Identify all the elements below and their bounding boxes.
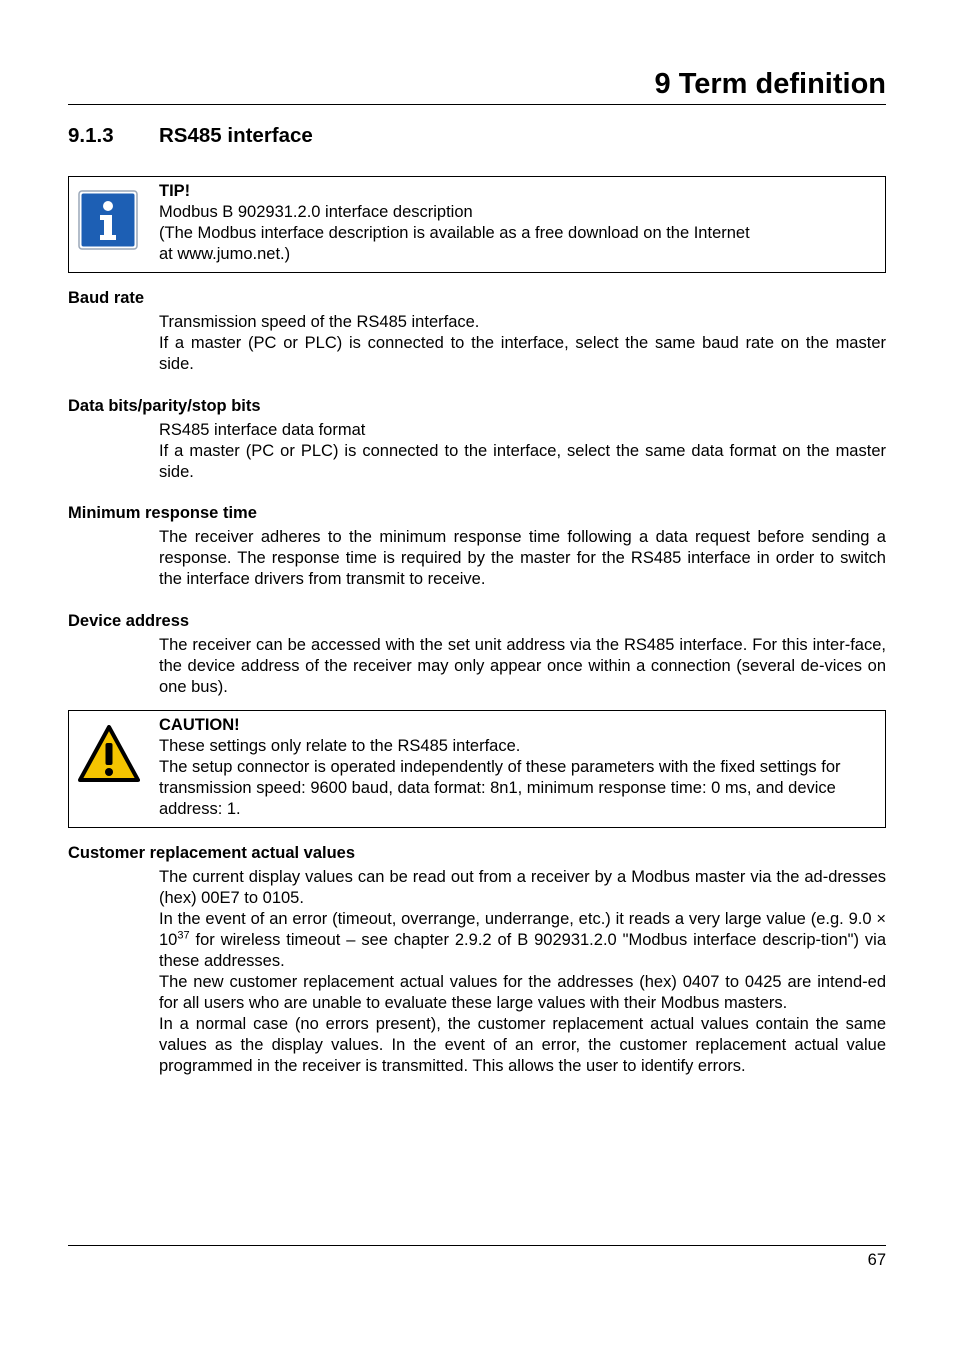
tip-line-1: Modbus B 902931.2.0 interface description <box>159 203 473 221</box>
customer-replacement-p2-before: In the event of an error (timeout, overrange, underrange, etc.) it reads a very large value (e.g. 9.0 × 10 <box>159 910 886 949</box>
baud-rate-description <box>159 312 886 375</box>
tip-box <box>68 176 886 273</box>
baud-rate-p1: Transmission speed of the RS485 interface. <box>159 313 480 331</box>
info-icon <box>78 190 138 255</box>
header-divider <box>68 104 886 105</box>
data-bits-p1: RS485 interface data format <box>159 421 366 439</box>
caution-box <box>68 710 886 828</box>
caution-line-2: The setup connector is operated independently of these parameters with the fixed settings for transmission speed: 9600 baud, data format: 8n1, minimum response time: 0 ms, and device address: 1. <box>159 758 841 818</box>
customer-replacement-heading: Customer replacement actual values <box>68 844 356 862</box>
customer-replacement-description <box>159 867 886 1077</box>
tip-heading: TIP! <box>159 182 191 200</box>
caution-content <box>159 715 877 820</box>
data-bits-p2: If a master (PC or PLC) is connected to the interface, select the same data format on the master side. <box>159 442 886 481</box>
page-number: 67 <box>867 1251 886 1269</box>
tip-line-3: at www.jumo.net.) <box>159 245 291 263</box>
data-bits-heading: Data bits/parity/stop bits <box>68 397 261 415</box>
customer-replacement-p1: The current display values can be read out from a receiver by a Modbus master via the ad-dresses (hex) 00E7 to 0105. <box>159 868 886 907</box>
section-title-text: RS485 interface <box>159 124 313 147</box>
customer-replacement-p2-exponent: 37 <box>177 929 190 942</box>
warning-icon <box>78 725 140 788</box>
caution-heading: CAUTION! <box>159 716 240 734</box>
section-title <box>68 123 313 149</box>
customer-replacement-p4: In a normal case (no errors present), the customer replacement actual values contain the same values as the display values. In the event of an error, the customer replacement actual value programmed in the receiver is transmitted. This allows the user to identify errors. <box>159 1015 886 1075</box>
chapter-title: 9 Term definition <box>654 68 886 100</box>
device-address-heading: Device address <box>68 612 190 630</box>
footer-divider <box>68 1245 886 1246</box>
section-number: 9.1.3 <box>68 124 114 147</box>
tip-line-2: (The Modbus interface description is available as a free download on the Internet <box>159 224 750 242</box>
baud-rate-heading: Baud rate <box>68 289 145 307</box>
device-address-description <box>159 635 886 698</box>
customer-replacement-p3: The new customer replacement actual values for the addresses (hex) 0407 to 0425 are intend-ed for all users who are unable to evaluate these large values with their Modbus masters. <box>159 973 886 1012</box>
customer-replacement-p2-after: for wireless timeout – see chapter 2.9.2 of B 902931.2.0 "Modbus interface descrip-tion") via these addresses. <box>159 931 886 970</box>
min-response-heading: Minimum response time <box>68 504 257 522</box>
min-response-description <box>159 527 886 590</box>
min-response-p1: The receiver adheres to the minimum response time following a data request before sending a response. The response time is required by the master for the RS485 interface in order to switch the interface drivers from transmit to receive. <box>159 528 886 588</box>
customer-replacement-p2 <box>159 909 886 972</box>
device-address-p1: The receiver can be accessed with the set unit address via the RS485 interface. For this inter-face, the device address of the receiver may only appear once within a connection (several de-vices on one bus). <box>159 636 886 696</box>
caution-line-1: These settings only relate to the RS485 interface. <box>159 737 521 755</box>
baud-rate-p2: If a master (PC or PLC) is connected to the interface, select the same baud rate on the master side. <box>159 334 886 373</box>
tip-content <box>159 181 877 265</box>
data-bits-description <box>159 420 886 483</box>
